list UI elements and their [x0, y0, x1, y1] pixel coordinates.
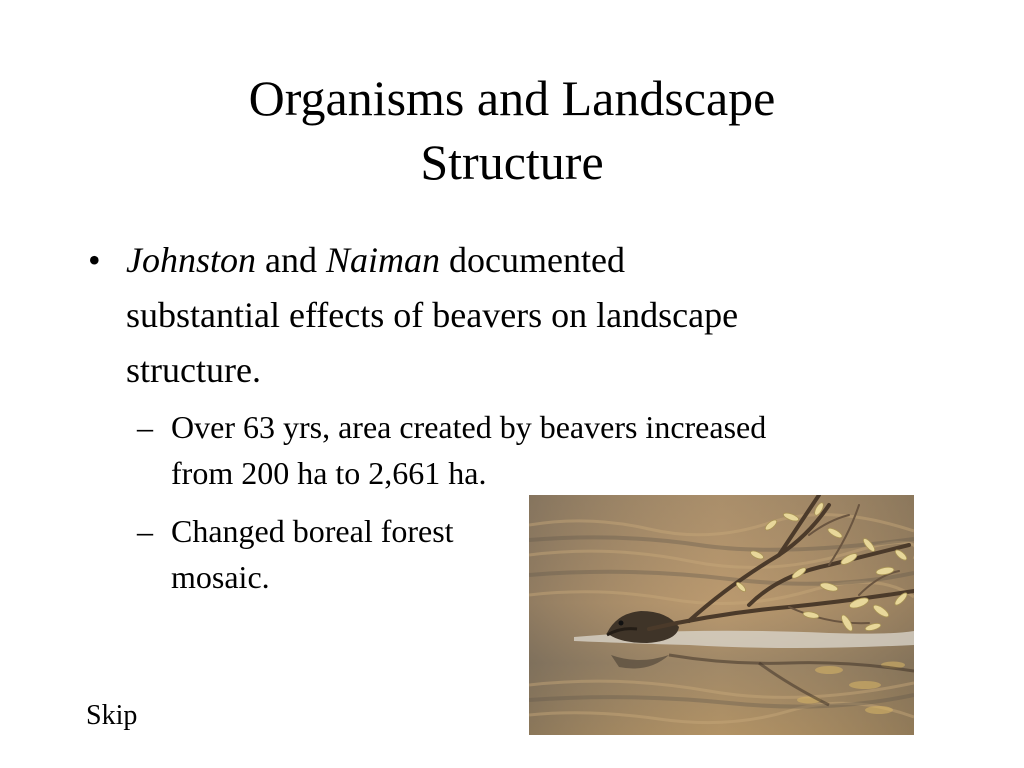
main-bullet-text	[126, 233, 918, 398]
slide-title-line-2: Structure	[420, 134, 604, 190]
dash-marker: –	[137, 513, 153, 549]
author-johnston: Johnston	[126, 240, 256, 280]
skip-link[interactable]: Skip	[86, 700, 138, 731]
main-bullet-line-2: substantial effects of beavers on landscape	[126, 295, 739, 335]
main-bullet-line-1	[126, 233, 918, 288]
dash-marker: –	[137, 409, 153, 445]
main-bullet-line-1-rest: documented	[440, 240, 625, 280]
sub-bullet-text	[171, 404, 931, 496]
sub-bullet-2-line-1: Changed boreal forest	[171, 513, 454, 549]
bullet-marker: •	[88, 240, 101, 280]
sub-bullet-2-line-2: mosaic.	[171, 559, 270, 595]
main-bullet-line-3: structure.	[126, 350, 261, 390]
beaver-photo-image	[529, 495, 914, 735]
beaver-photo	[529, 495, 914, 735]
slide-title-line-1: Organisms and Landscape	[248, 70, 776, 126]
sub-bullet-1-line-2: from 200 ha to 2,661 ha.	[171, 455, 487, 491]
author-naiman: Naiman	[325, 240, 440, 280]
sub-bullet-1-line-1: Over 63 yrs, area created by beavers increased	[171, 409, 767, 445]
conjunction: and	[256, 240, 326, 280]
slide-title	[60, 66, 964, 194]
